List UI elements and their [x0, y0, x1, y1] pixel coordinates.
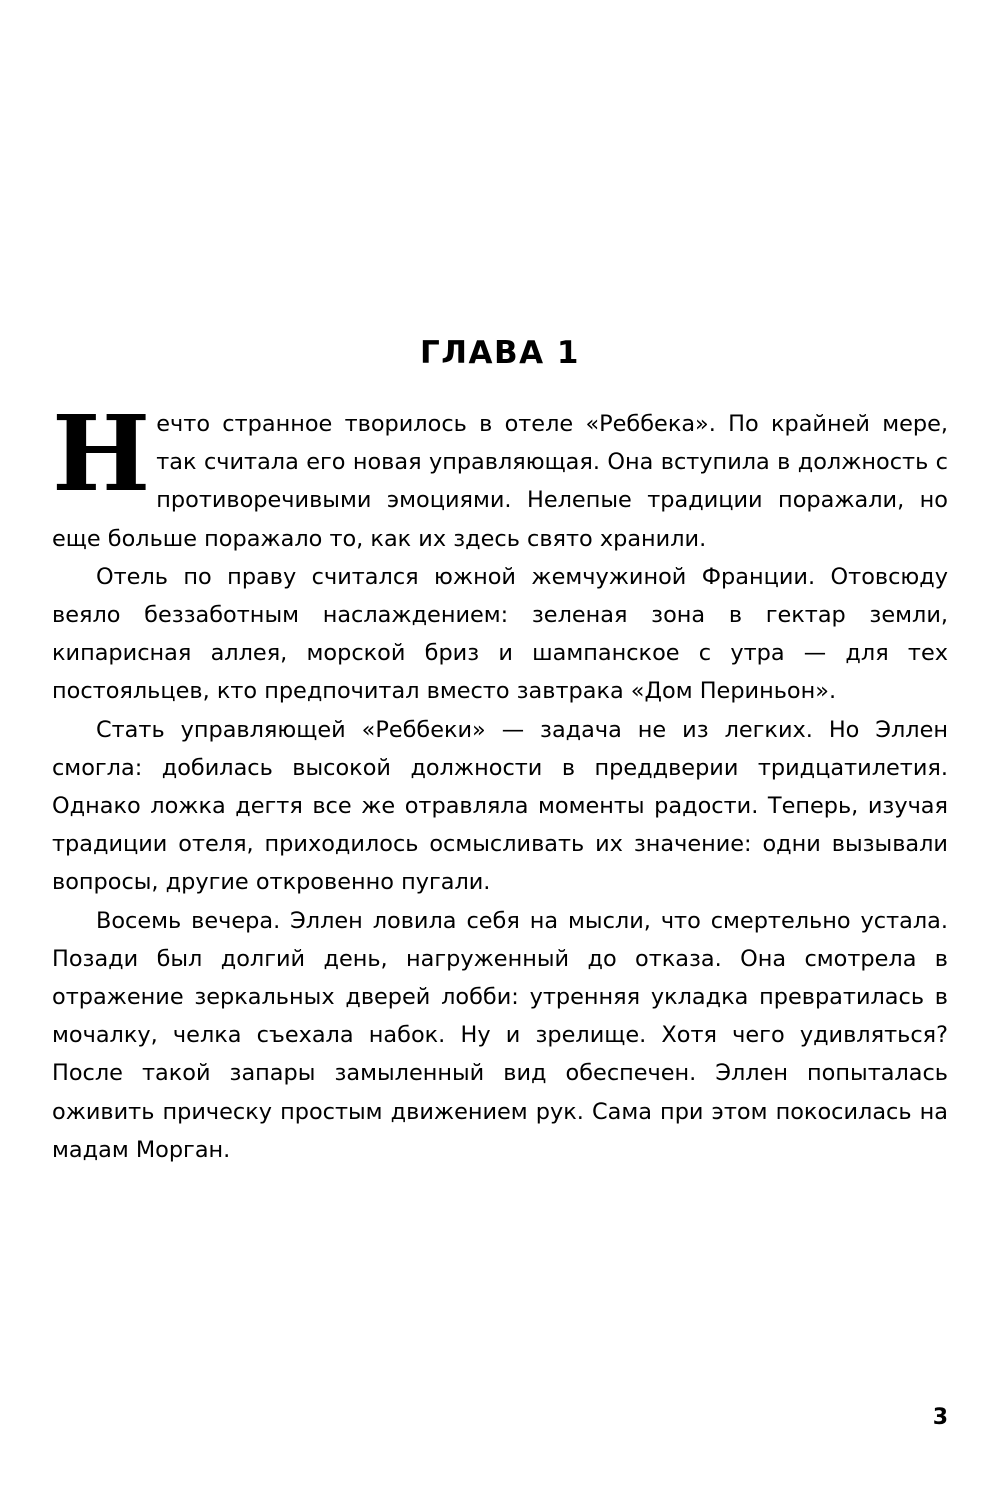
drop-cap: Н	[52, 392, 151, 515]
paragraph	[52, 902, 948, 1169]
paragraph-text: Восемь вечера. Эллен ловила себя на мысли, что смертельно устала. Позади был долгий день, нагруженный до отказа. Она смотрела в отражение зеркальных дверей лобби: утренняя укладка превратилась в мочалку, челка съехала набок. Ну и зрелище. Хотя чего удивляться? После такой запары замыленный вид обеспечен. Эллен попыталась оживить прическу простым движением рук. Сама при этом покосилась на мадам Морган.	[52, 907, 948, 1163]
chapter-title: ГЛАВА 1	[420, 335, 580, 371]
paragraph-text: Стать управляющей «Реббеки» — задача не из легких. Но Эллен смогла: добилась высокой должности в преддверии тридцатилетия. Однако ложка дегтя все же отравляла моменты радости. Теперь, изучая традиции отеля, приходилось осмысливать их значение: одни вызывали вопросы, другие откровенно пугали.	[52, 716, 948, 896]
paragraph-text: Отель по праву считался южной жемчужиной Франции. Отовсюду веяло беззаботным наслаждением: зеленая зона в гектар земли, кипарисная аллея, морской бриз и шампанское с утра — для тех постояльцев, кто предпочитал вместо завтрака «Дом Периньон».	[52, 563, 948, 705]
paragraph	[52, 711, 948, 902]
paragraph	[52, 392, 948, 558]
paragraph	[52, 558, 948, 711]
page-number: 3	[932, 1405, 948, 1430]
body-text	[52, 392, 948, 1169]
paragraph-text: ечто странное творилось в отеле «Реббека». По крайней мере, так считала его новая управляющая. Она вступила в должность с противоречивыми эмоциями. Нелепые традиции поражали, но еще больше поражало то, как их здесь свято хранили.	[52, 411, 948, 552]
